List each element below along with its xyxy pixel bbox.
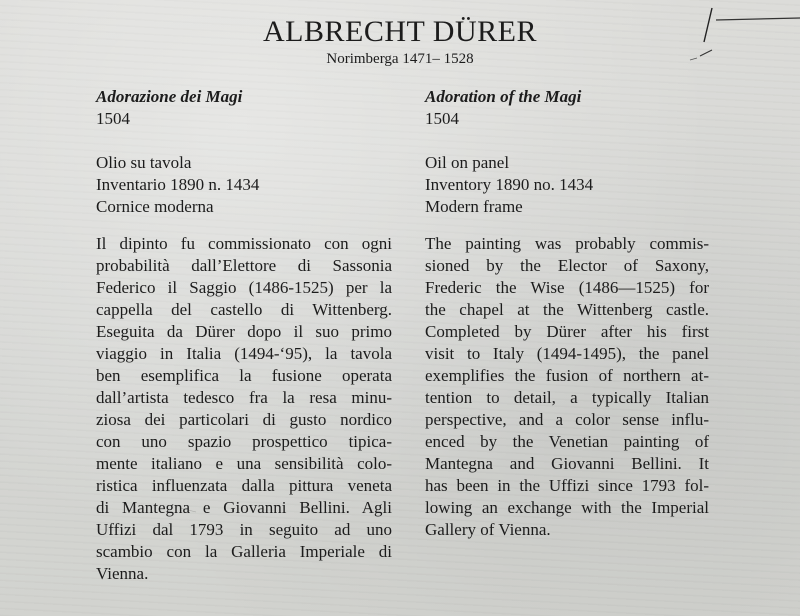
english-description-line: lowing an exchange with the Imperial bbox=[425, 498, 709, 517]
italian-description-line: probabilità dall’Elettore di Sassonia bbox=[96, 256, 392, 275]
english-year: 1504 bbox=[425, 109, 459, 128]
english-work-title: Adoration of the Magi bbox=[425, 87, 582, 106]
italian-description-line: con uno spazio prospettico tipica- bbox=[96, 432, 392, 451]
english-medium: Oil on panel bbox=[425, 153, 510, 172]
english-description-line: perspective, and a color sense influ- bbox=[425, 410, 709, 429]
italian-year: 1504 bbox=[96, 109, 130, 128]
english-description-line: The painting was probably commis- bbox=[425, 234, 709, 253]
english-description-line: exemplifies the fusion of northern at- bbox=[425, 366, 709, 385]
italian-description bbox=[96, 233, 392, 585]
italian-description-line: dall’artista tedesco fra la resa minu- bbox=[96, 388, 392, 407]
artist-name: ALBRECHT DÜRER bbox=[263, 15, 537, 48]
english-description-line: Mantegna and Giovanni Bellini. It bbox=[425, 454, 709, 473]
italian-description-line: Uffizi dal 1793 in seguito ad uno bbox=[96, 520, 392, 539]
italian-column bbox=[96, 86, 392, 585]
italian-description-line: ziosa dei particolari di gusto nordico bbox=[96, 410, 392, 429]
english-description-line: enced by the Venetian painting of bbox=[425, 432, 709, 451]
english-description-line: tention to detail, a typically Italian bbox=[425, 388, 709, 407]
english-inventory: Inventory 1890 no. 1434 bbox=[425, 175, 594, 194]
italian-description-line: cappella del castello di Wittenberg. bbox=[96, 300, 392, 319]
english-description-line: the chapel at the Wittenberg castle. bbox=[425, 300, 709, 319]
italian-description-line: mente italiano e una sensibilità colo- bbox=[96, 454, 392, 473]
english-description-line: visit to Italy (1494-1495), the panel bbox=[425, 344, 709, 363]
english-description-line: sioned by the Elector of Saxony, bbox=[425, 256, 709, 275]
italian-description-line: Eseguita da Dürer dopo il suo primo bbox=[96, 322, 392, 341]
artist-lifespan: Norimberga 1471– 1528 bbox=[326, 51, 474, 67]
english-column bbox=[425, 86, 709, 541]
italian-description-line: scambio con la Galleria Imperiale di bbox=[96, 542, 392, 561]
english-description-line: Gallery of Vienna. bbox=[425, 520, 551, 539]
italian-description-line: ristica influenzata dalla pittura veneta bbox=[96, 476, 392, 495]
italian-inventory: Inventario 1890 n. 1434 bbox=[96, 175, 260, 194]
italian-description-line: Il dipinto fu commissionato con ogni bbox=[96, 234, 392, 253]
english-description bbox=[425, 233, 709, 541]
italian-description-line: di Mantegna e Giovanni Bellini. Agli bbox=[96, 498, 392, 517]
italian-description-line: Federico il Saggio (1486-1525) per la bbox=[96, 278, 392, 297]
english-frame: Modern frame bbox=[425, 197, 523, 216]
english-description-line: has been in the Uffizi since 1793 fol- bbox=[425, 476, 709, 495]
italian-description-line: ben esemplifica la fusione operata bbox=[96, 366, 392, 385]
italian-work-title: Adorazione dei Magi bbox=[96, 87, 243, 106]
english-description-line: Frederic the Wise (1486—1525) for bbox=[425, 278, 709, 297]
english-description-line: Completed by Dürer after his first bbox=[425, 322, 709, 341]
italian-description-line: viaggio in Italia (1494-‘95), la tavola bbox=[96, 344, 392, 363]
italian-frame: Cornice moderna bbox=[96, 197, 214, 216]
italian-description-line: Vienna. bbox=[96, 564, 149, 583]
italian-medium: Olio su tavola bbox=[96, 153, 192, 172]
